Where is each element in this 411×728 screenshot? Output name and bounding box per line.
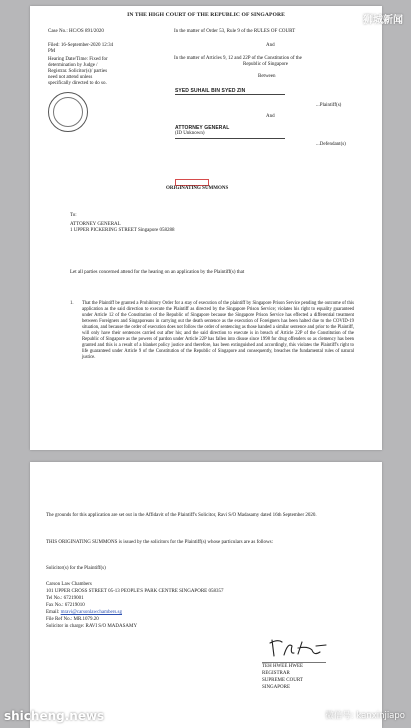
solicitor-in-charge: Solicitor in charge: RAVI S/O MADASAMY [46,624,138,629]
and-separator-2: And [266,114,275,119]
site-watermark: shicheng.news [4,709,105,723]
tel-number: Tel No.: 67219001 [46,596,84,601]
plaintiff-name: SYED SUHAIL BIN SYED ZIN [175,88,246,94]
wechat-watermark [307,709,405,721]
grounds-text: The grounds for this application are set out in the Affidavit of the Plaintiff's Solicitor, Ravi S/O Madasamy dated 16th September 2020. [46,513,317,518]
case-number: Case No.: HC/OS 891/2020 [48,29,104,34]
email-link[interactable]: mravi@carsonlawchambers.sg [60,610,122,615]
hearing-notice: Let all parties concerned attend for the hearing on an application by the Plaintiff(s) that [70,270,245,275]
defendant-underline [175,138,285,139]
item-number: 1. [70,301,74,306]
matter-line: In the matter of Order 53, Rule 9 of the RULES OF COURT [174,29,296,34]
court-line-2: SINGAPORE [262,685,291,690]
signatory-title: REGISTRAR [262,671,290,676]
email-label: Email: [46,610,60,615]
to-name: ATTORNEY GENERAL [70,222,121,227]
filed-date: Filed: 16-September-2020 12:34 [48,43,114,48]
defendant-role: ...Defendant(s) [316,142,346,147]
firm-address: 101 UPPER CROSS STREET 05-13 PEOPLE'S PARK CENTRE SINGAPORE 058357 [46,589,224,594]
articles-line-1: In the matter of Articles 9, 12 and 22P of the Constitution of the [174,56,302,61]
court-title: IN THE HIGH COURT OF THE REPUBLIC OF SINGAPORE [127,12,285,18]
between-label: Between [258,74,276,79]
to-label: To: [70,213,77,218]
highlight-box [175,179,209,186]
wechat-icon [307,710,321,721]
filed-pm: PM [48,49,56,54]
signatory-name: TEH HWEE HWEE [262,664,304,669]
plaintiff-role: ...Plaintiff(s) [316,103,342,108]
and-separator-1: And [266,43,275,48]
hearing-line-1: Hearing Date/Time: Fixed for [48,57,108,62]
hearing-line-5: specifically directed to do so. [48,81,107,86]
court-seal-stamp [48,92,88,132]
document-page-1 [30,6,382,450]
signature-line [262,662,326,663]
summons-title: ORIGINATING SUMMONS [166,186,229,191]
fax-number: Fax No.: 67219010 [46,603,85,608]
file-ref: File Ref No.: MR.1079.20 [46,617,99,622]
item-text: That the Plaintiff be granted a Prohibitory Order for a stay of execution of the plaintiff by Singapore Prison Service pending the outcome of this application as the said direction to execute the Plaintiff as directed by the Singapore Prison Service; violates his right to equality guaranteed under Article 12 of the Constitution of the Republic of Singapore because the Singapore Prison Service has effected a differential treatment between Foreigners and Singaporeans in carrying out the death sentence as the execution of Foreigners has been halted due to the COVID-19 situation, and because the order of execution does not follow the order of sentencing as those handed a similar sentence and prior to the Plaintiff, will only have their sentences carried out after his; and the said direction to execute is in breach of Article 22P of the Constitution of the Republic of Singapore as the powers of pardon under Article 22P has fallen into disuse since 1998 for drug offenders so as clemency has been granted and this is a result of a blanket policy justice and therefore, has been extinguished and accordingly, this violates the Plaintiff's right to life guaranteed under Article 9 of the Constitution of the Republic of Singapore and consequently, breaches the fundamental rules of natural justice. [82,301,354,360]
solicitors-label: Solicitor(s) for the Plaintiff(s) [46,566,106,571]
news-watermark: 狮城新闻 [363,15,403,26]
firm-name: Carson Law Chambers [46,582,92,587]
articles-line-2: Republic of Singapore [243,62,288,67]
issued-text: THIS ORIGINATING SUMMONS is issued by the solicitors for the Plaintiff(s) whose particulars are as follows: [46,540,273,545]
defendant-id: (ID Unknown) [175,131,205,136]
hearing-line-4: need not attend unless [48,75,93,80]
plaintiff-underline [175,94,285,95]
hearing-line-3: Registrar. Solicitor(s)/ parties [48,69,108,74]
to-address: 1 UPPER PICKERING STREET Singapore 058288 [70,228,175,233]
registrar-signature [268,636,330,660]
court-line-1: SUPREME COURT [262,678,303,683]
defendant-name: ATTORNEY GENERAL [175,125,230,131]
hearing-line-2: determination by Judge / [48,63,98,68]
document-page-2 [30,462,382,728]
email-line [46,610,122,616]
wechat-label: 微信号: kanxinjiapo [325,711,405,721]
